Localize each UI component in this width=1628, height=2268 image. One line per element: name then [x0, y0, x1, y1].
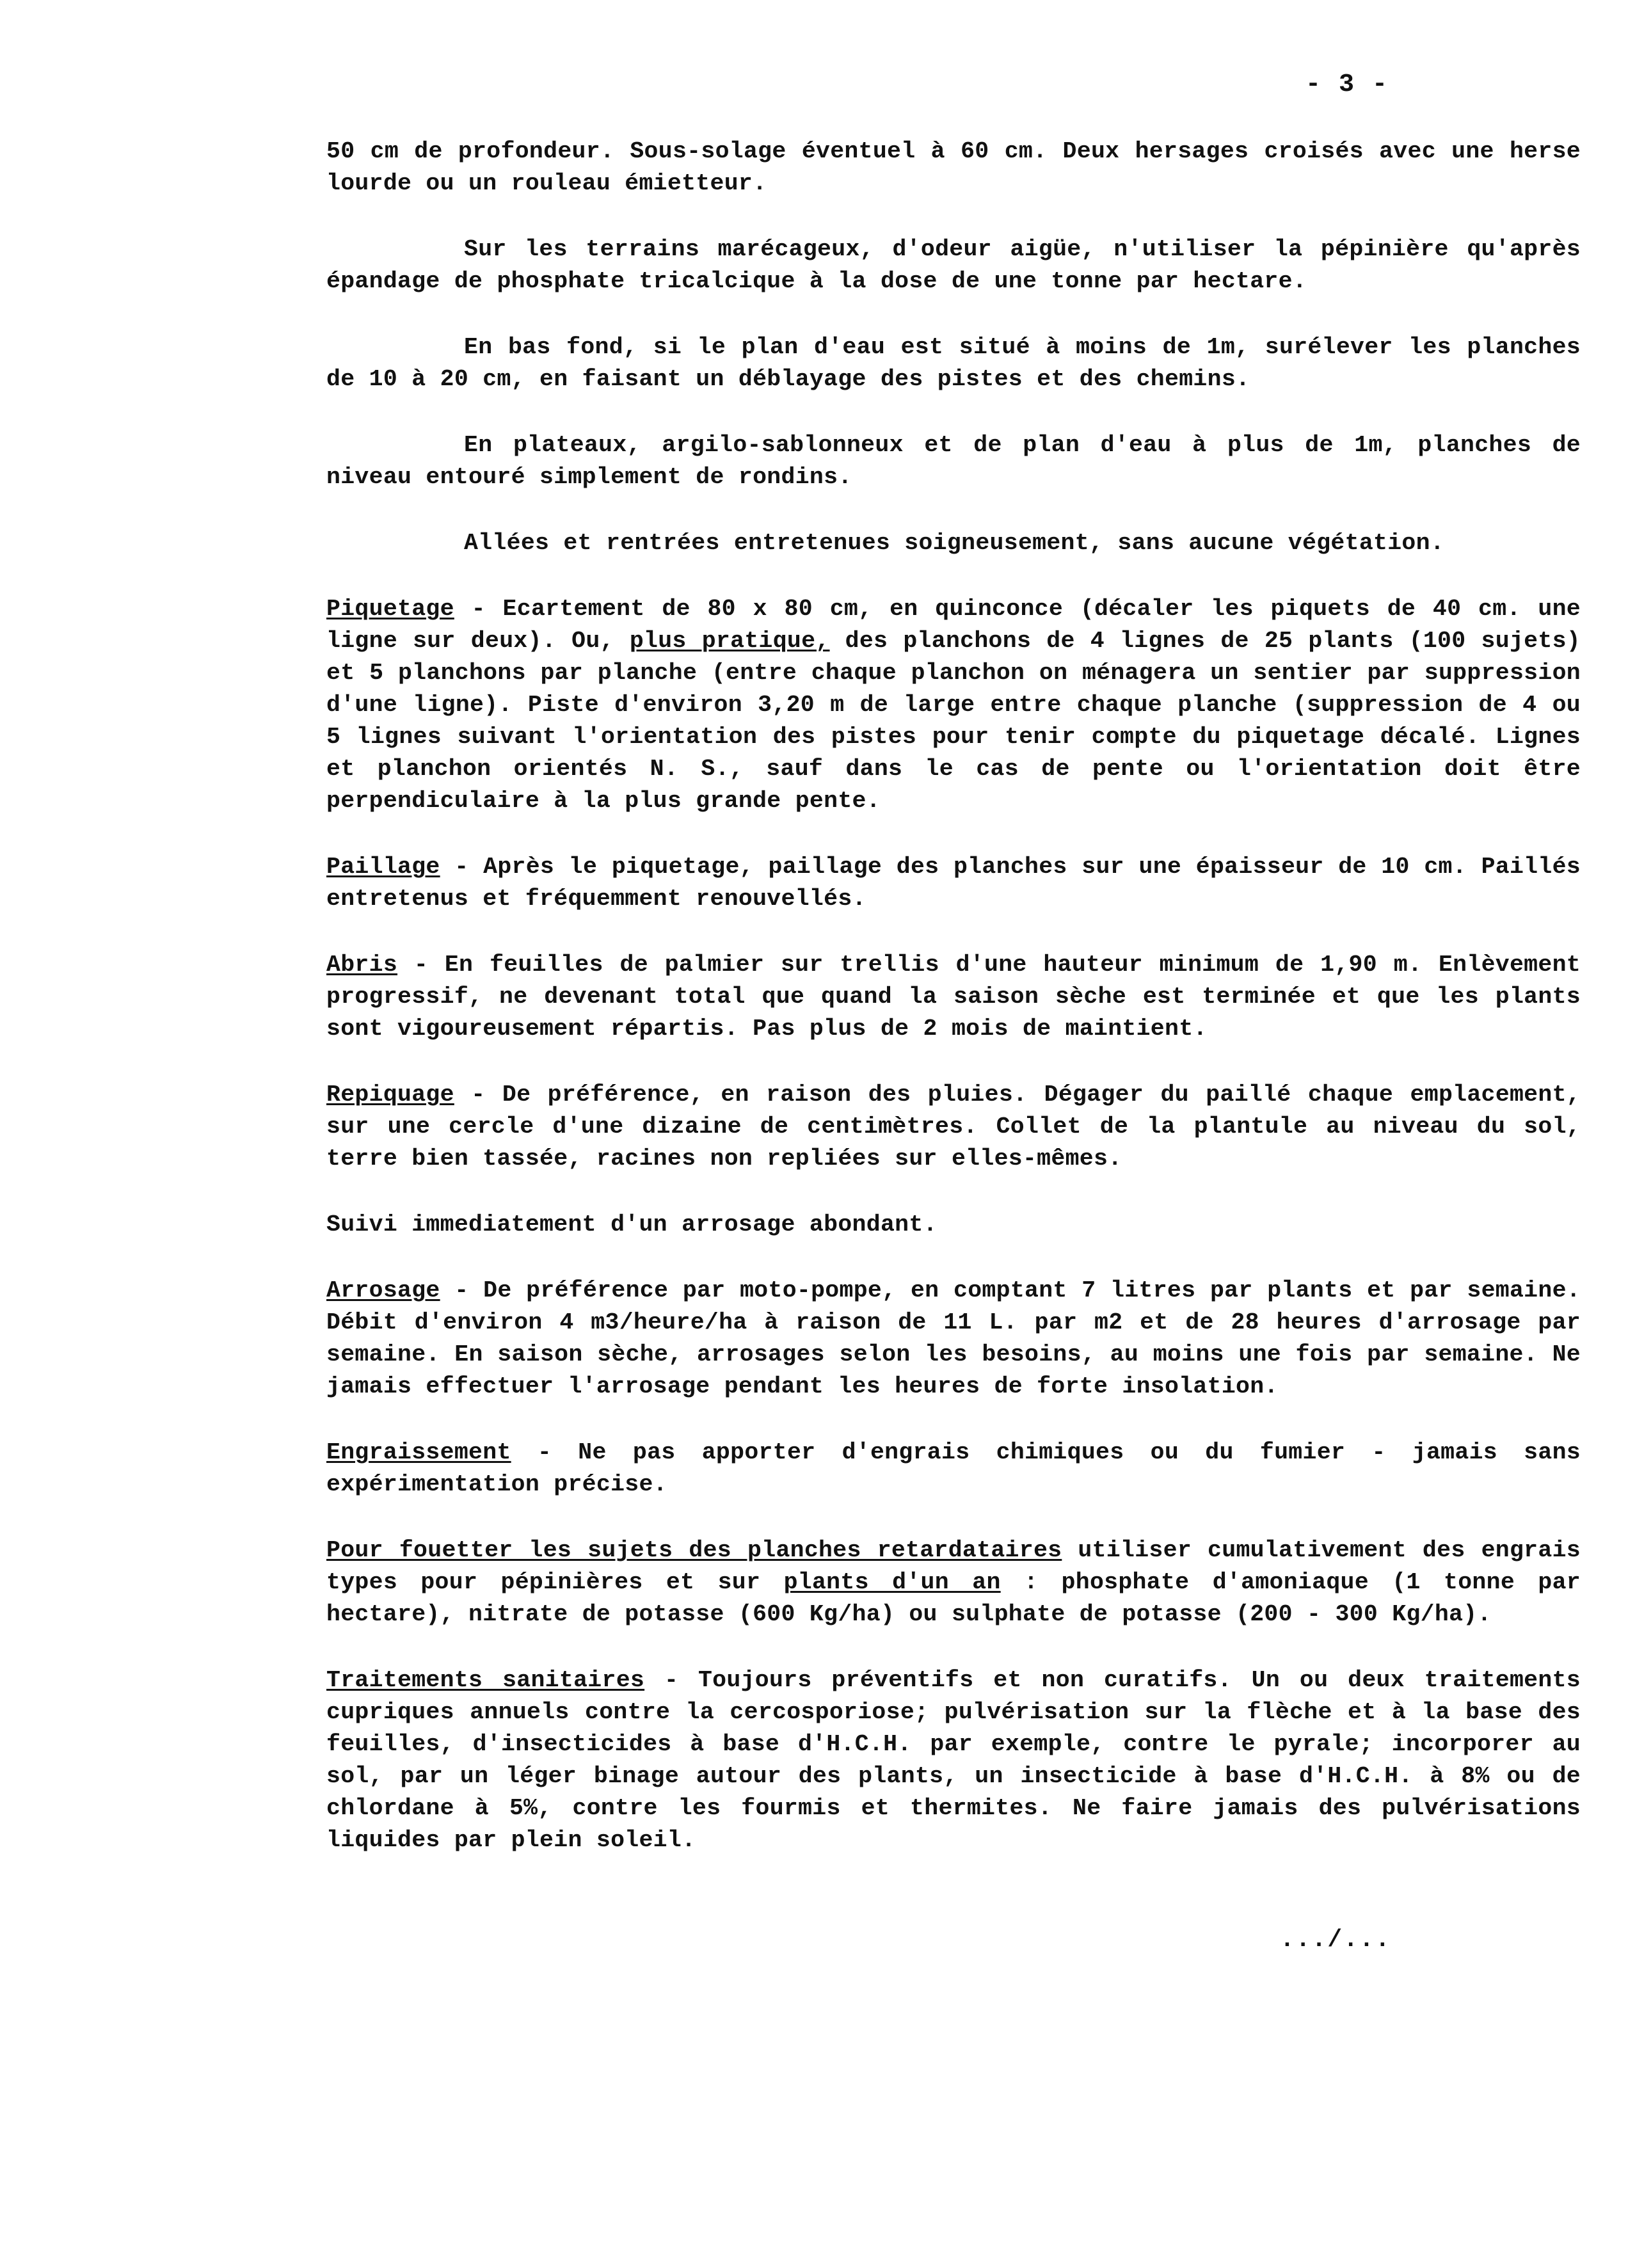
paragraph-alleys: [326, 527, 1581, 559]
paragraph-watering-note: [326, 1209, 1581, 1241]
paragraph-text: - Ne pas apporter d'engrais chimiques ou du fumier - jamais sans expérimentation précise.: [326, 1439, 1581, 1497]
paragraph-treatments: [326, 1665, 1581, 1857]
paragraph-text: - De préférence, en raison des pluies. Dégager du paillé chaque emplacement, sur une cercle d'une dizaine de centimètres. Collet de la plantule au niveau du sol, terre bien tassée, racines non repliées sur elles-mêmes.: [326, 1082, 1581, 1172]
paragraph-text: - Après le piquetage, paillage des planches sur une épaisseur de 10 cm. Paillés entretenus et fréquemment renouvellés.: [326, 854, 1581, 912]
continuation-mark: .../...: [1280, 1926, 1391, 1954]
section-heading: Engraissement: [326, 1439, 511, 1465]
document-body: [326, 136, 1581, 1857]
paragraph-marshy-ground: [326, 234, 1581, 298]
paragraph-text: - De préférence par moto-pompe, en comptant 7 litres par plants et par semaine. Débit d'environ 4 m3/heure/ha à raison de 11 L. par m2 et de 28 heures d'arrosage par semaine. En saison sèche, arrosages selon les besoins, au moins une fois par semaine. Ne jamais effectuer l'arrosage pendant les heures de forte insolation.: [326, 1277, 1581, 1400]
paragraph-text: - En feuilles de palmier sur trellis d'une hauteur minimum de 1,90 m. Enlèvement progressif, ne devenant total que quand la saison sèche est terminée et que les plants sont vigoureusement répartis. Pas plus de 2 mois de maintient.: [326, 952, 1581, 1042]
paragraph-engraissement: [326, 1437, 1581, 1501]
paragraph-text: Sur les terrains marécageux, d'odeur aigüe, n'utiliser la pépinière qu'après épandage de phosphate tricalcique à la dose de une tonne par hectare.: [326, 236, 1581, 294]
paragraph-fertilizers: [326, 1535, 1581, 1631]
emphasis-text: plants d'un an: [783, 1569, 1001, 1595]
paragraph-text: des planchons de 4 lignes de 25 plants (100 sujets) et 5 planchons par planche (entre chaque planchon on ménagera un sentier par suppression d'une ligne). Piste d'environ 3,20 m de large entre chaque planche (suppression de 4 ou 5 lignes suivant l'orientation des pistes pour tenir compte du piquetage décalé. Lignes et planchon orientés N. S., sauf dans le cas de pente ou l'orientation doit être perpendiculaire à la plus grande pente.: [326, 628, 1581, 814]
paragraph-text: : phosphate d'amoniaque (1 tonne par hectare), nitrate de potasse (600 Kg/ha) ou sulphate de potasse (200 - 300 Kg/ha).: [326, 1569, 1581, 1627]
paragraph-paillage: [326, 851, 1581, 915]
paragraph-text: - Ecartement de 80 x 80 cm, en quinconce (décaler les piquets de 40 cm. une ligne sur deux). Ou,: [326, 596, 1581, 654]
section-heading: Paillage: [326, 854, 440, 880]
paragraph-text: En bas fond, si le plan d'eau est situé à moins de 1m, surélever les planches de 10 à 20 cm, en faisant un déblayage des pistes et des chemins.: [326, 334, 1581, 392]
section-heading: Traitements sanitaires: [326, 1667, 645, 1693]
section-heading: Pour fouetter les sujets des planches retardataires: [326, 1537, 1062, 1563]
paragraph-text: 50 cm de profondeur. Sous-solage éventuel à 60 cm. Deux hersages croisés avec une herse lourde ou un rouleau émietteur.: [326, 138, 1581, 196]
paragraph-soil-preparation: [326, 136, 1581, 200]
paragraph-repiquage: [326, 1079, 1581, 1175]
emphasis-text: plus pratique,: [629, 628, 830, 654]
paragraph-text: utiliser cumulativement des engrais types pour pépinières et sur: [326, 1537, 1581, 1595]
paragraph-low-ground: [326, 331, 1581, 395]
paragraph-abris: [326, 949, 1581, 1045]
paragraph-text: Allées et rentrées entretenues soigneusement, sans aucune végétation.: [464, 530, 1445, 556]
section-heading: Piquetage: [326, 596, 454, 622]
page-number: - 3 -: [1305, 70, 1389, 99]
paragraph-plateaus: [326, 429, 1581, 493]
section-heading: Repiquage: [326, 1082, 454, 1108]
section-heading: Abris: [326, 952, 398, 978]
paragraph-piquetage: [326, 593, 1581, 817]
section-heading: Arrosage: [326, 1277, 440, 1304]
paragraph-arrosage: [326, 1275, 1581, 1403]
paragraph-text: Suivi immediatement d'un arrosage abondant.: [326, 1211, 938, 1238]
paragraph-text: - Toujours préventifs et non curatifs. Un ou deux traitements cupriques annuels contre la cercosporiose; pulvérisation sur la flèche et à la base des feuilles, d'insecticides à base d'H.C.H. par exemple, contre le pyrale; incorporer au sol, par un léger binage autour des plants, un insecticide à base d'H.C.H. à 8% ou de chlordane à 5%, contre les fourmis et thermites. Ne faire jamais des pulvérisations liquides par plein soleil.: [326, 1667, 1581, 1853]
paragraph-text: En plateaux, argilo-sablonneux et de plan d'eau à plus de 1m, planches de niveau entouré simplement de rondins.: [326, 432, 1581, 490]
